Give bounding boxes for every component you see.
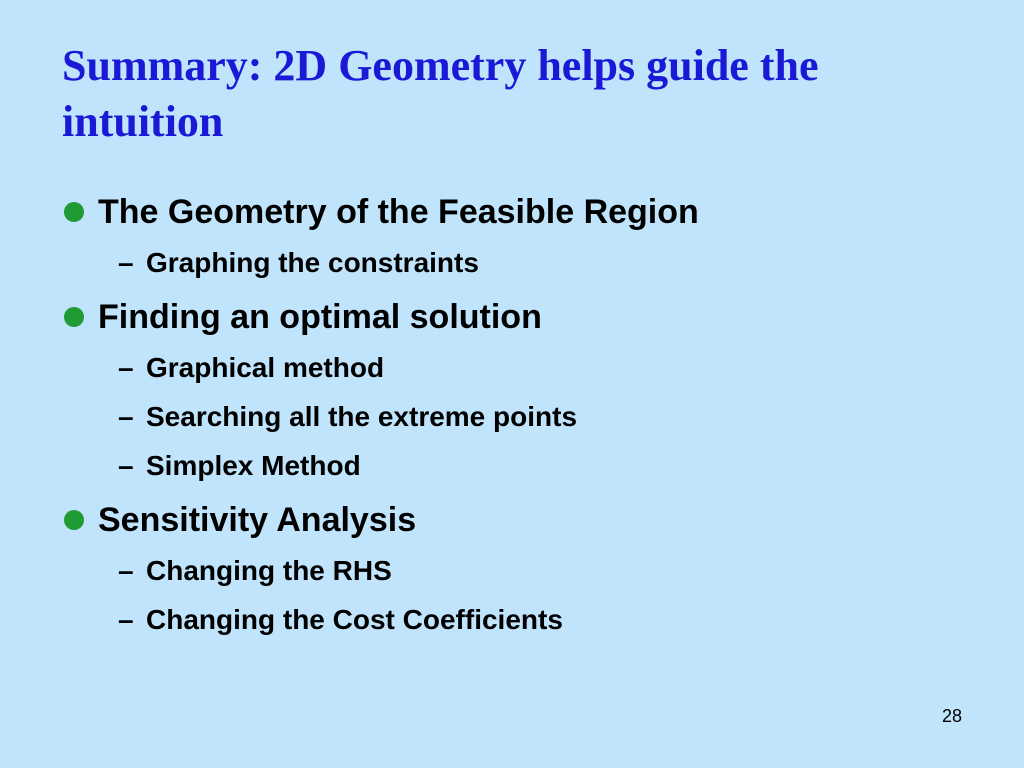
bullet-text: Sensitivity Analysis — [98, 500, 417, 539]
dash-icon: – — [118, 554, 134, 586]
dash-icon: – — [118, 246, 134, 278]
sub-list — [62, 238, 982, 287]
slide-title: Summary: 2D Geometry helps guide the intuition — [62, 41, 819, 146]
bullet-list — [62, 186, 982, 648]
bullet-dot-icon — [64, 307, 84, 327]
sub-item — [62, 238, 982, 287]
bullet-item — [62, 186, 982, 287]
bullet-text: Finding an optimal solution — [98, 297, 542, 336]
sub-list — [62, 343, 982, 490]
bullet-row — [62, 291, 982, 343]
sub-item — [62, 546, 982, 595]
sub-item-text: Graphing the constraints — [146, 246, 479, 278]
sub-item — [62, 392, 982, 441]
page-number: 28 — [941, 706, 962, 726]
dash-icon: – — [118, 351, 134, 383]
dash-icon: – — [118, 449, 134, 481]
sub-list — [62, 546, 982, 644]
sub-item-text: Searching all the extreme points — [146, 400, 578, 432]
bullet-row — [62, 494, 982, 546]
sub-item — [62, 595, 982, 644]
sub-item-text: Graphical method — [146, 351, 385, 383]
sub-item-text: Changing the RHS — [146, 554, 392, 586]
dash-icon: – — [118, 400, 134, 432]
sub-item-text: Simplex Method — [146, 449, 361, 481]
sub-item — [62, 343, 982, 392]
bullet-item — [62, 291, 982, 490]
sub-item-text: Changing the Cost Coefficients — [146, 603, 563, 635]
dash-icon: – — [118, 603, 134, 635]
bullet-row — [62, 186, 982, 238]
sub-item — [62, 441, 982, 490]
bullet-item — [62, 494, 982, 644]
bullet-dot-icon — [64, 510, 84, 530]
bullet-text: The Geometry of the Feasible Region — [98, 192, 699, 231]
bullet-dot-icon — [64, 202, 84, 222]
